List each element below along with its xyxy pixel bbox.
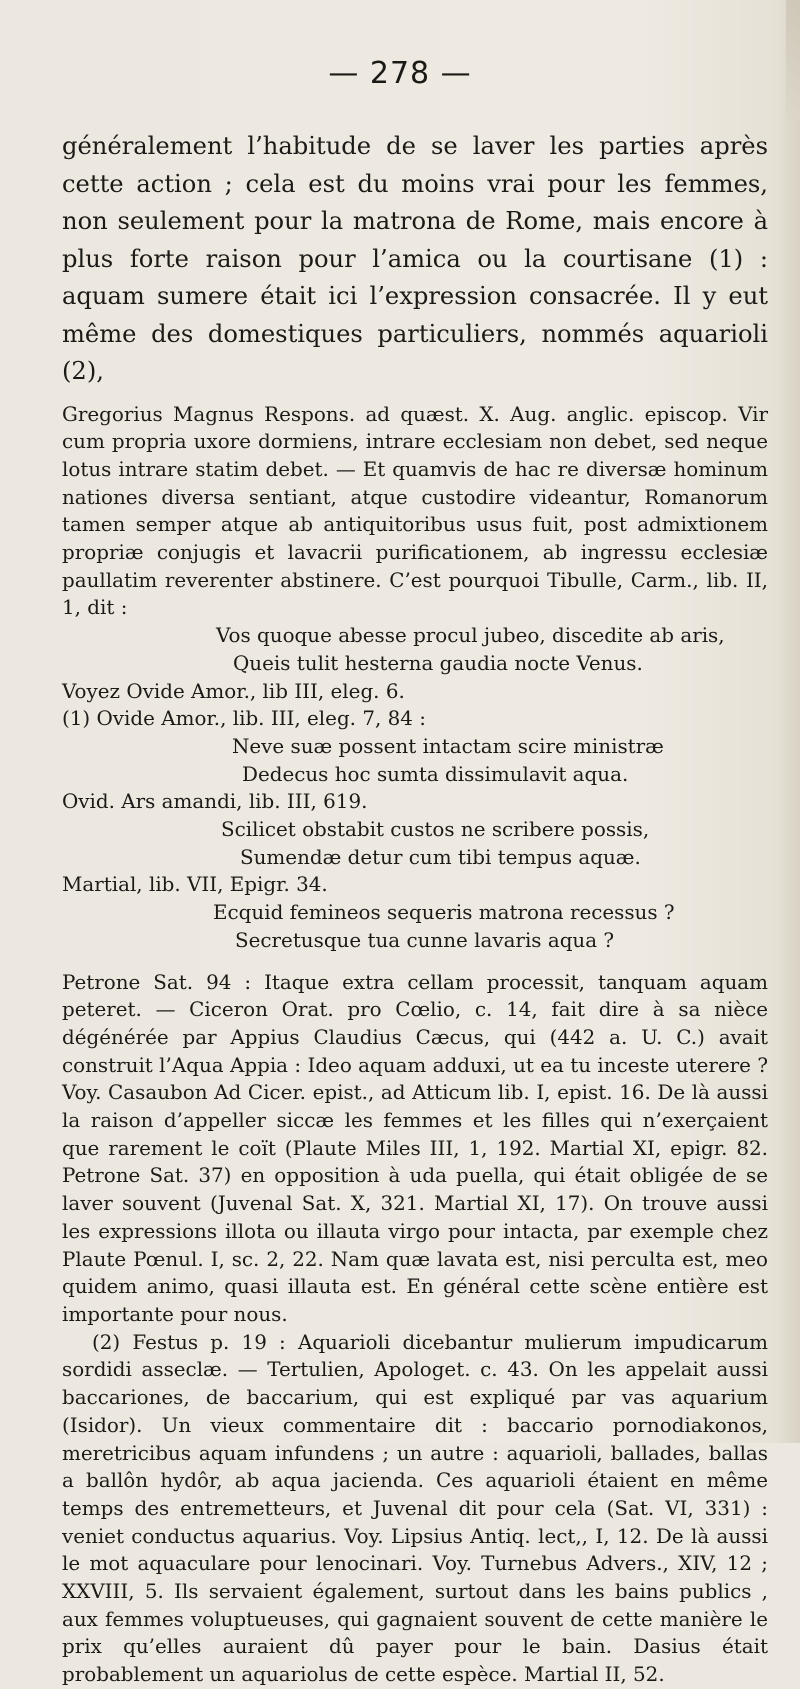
- footnote-2-paragraph: (2) Festus p. 19 : Aquarioli dicebantur mulierum impudicarum sordidi asseclæ. — Tertulien, Apologet. c. 43. On les appelait aussi baccariones, de baccarium, qui est expliqué par vas aquarium (Isidor). Un vieux commentaire dit : baccario pornodiakonos, meretricibus aquam infundens ; un autre : aquarioli, ballades, ballas a ballôn hydôr, ab aqua jacienda. Ces aquarioli étaient en même temps des entremetteurs, et Juvenal dit pour cela (Sat. VI, 331) : veniet conductus aquarius. Voy. Lipsius Antiq. lect,, I, 12. De là aussi le mot aquaculare pour lenocinari. Voy. Turnebus Advers., XIV, 12 ; XXVIII, 5. Ils servaient également, surtout dans les bains publics , aux femmes voluptueuses, qui gagnaient souvent de cette manière le prix qu’elles auraient dû payer pour le bain. Dasius était probablement un aquariolus de cette espèce. Martial II, 52.: [62, 1330, 768, 1687]
- ars-verse-line-2: Sumendæ detur cum tibi tempus aquæ.: [240, 845, 641, 869]
- page-body: [62, 128, 768, 1689]
- gregorius-note: Gregorius Magnus Respons. ad quæst. X. Aug. anglic. episcop. Vir cum propria uxore dormiens, intrare ecclesiam non debet, sed neque lotus intrare statim debet. — Et quamvis de hac re diversæ hominum nationes diversa sentiant, atque custodire videantur, Romanorum tamen semper atque ab antiquitoribus usus fuit, post admixtionem propriæ conjugis et lavacrii purificationem, ab ingressu ecclesiæ paullatim reverenter abstinere. C’est pourquoi Tibulle, Carm., lib. II, 1, dit :: [62, 402, 768, 620]
- ovide-reference: Voyez Ovide Amor., lib III, eleg. 6.: [62, 679, 405, 703]
- martial-verse-line-1: Ecquid femineos sequeris matrona recessus ?: [213, 901, 675, 925]
- main-paragraph: généralement l’habitude de se laver les parties après cette action ; cela est du moins vrai pour les femmes, non seulement pour la matrona de Rome, mais encore à plus forte raison pour l’amica ou la courtisane (1) : aquam sumere était ici l’expression consacrée. Il y eut même des domestiques particuliers, nommés aquarioli (2),: [62, 132, 768, 385]
- ovid-verse-line-2: Dedecus hoc sumta dissimulavit aqua.: [242, 762, 629, 786]
- petrone-paragraph: Petrone Sat. 94 : Itaque extra cellam processit, tanquam aquam peteret. — Ciceron Orat. pro Cœlio, c. 14, fait dire à sa nièce dégénérée par Appius Claudius Cæcus, qui (442 a. U. C.) avait construit l’Aqua Appia : Ideo aquam adduxi, ut ea tu inceste uterere ? Voy. Casaubon Ad Cicer. epist., ad Atticum lib. I, epist. 16. De là aussi la raison d’appeller siccæ les femmes et les filles qui n’exerçaient que rarement le coït (Plaute Miles III, 1, 192. Martial XI, epigr. 82. Petrone Sat. 37) en opposition à uda puella, qui était obligée de se laver souvent (Juvenal Sat. X, 321. Martial XI, 17). On trouve aussi les expressions illota ou illauta virgo pour intacta, par exemple chez Plaute Pœnul. I, sc. 2, 22. Nam quæ lavata est, nisi perculta est, meo quidem animo, quasi illauta est. En général cette scène entière est importante pour nous.: [62, 970, 768, 1326]
- ars-amandi-reference: Ovid. Ars amandi, lib. III, 619.: [62, 790, 368, 814]
- paragraph-gap: [62, 391, 768, 401]
- paragraph-gap: [62, 955, 768, 969]
- footnote-1-reference: (1) Ovide Amor., lib. III, eleg. 7, 84 :: [62, 707, 426, 731]
- page-number: — 278 —: [328, 56, 472, 91]
- tibulle-verse-line-1: Vos quoque abesse procul jubeo, discedite ab aris,: [216, 624, 725, 648]
- martial-verse-line-2: Secretusque tua cunne lavaris aqua ?: [235, 928, 615, 952]
- tibulle-verse-line-2: Queis tulit hesterna gaudia nocte Venus.: [233, 651, 643, 675]
- ovid-verse-line-1: Neve suæ possent intactam scire ministræ: [232, 734, 664, 758]
- ars-verse-line-1: Scilicet obstabit custos ne scribere possis,: [221, 818, 650, 842]
- martial-reference: Martial, lib. VII, Epigr. 34.: [62, 873, 328, 897]
